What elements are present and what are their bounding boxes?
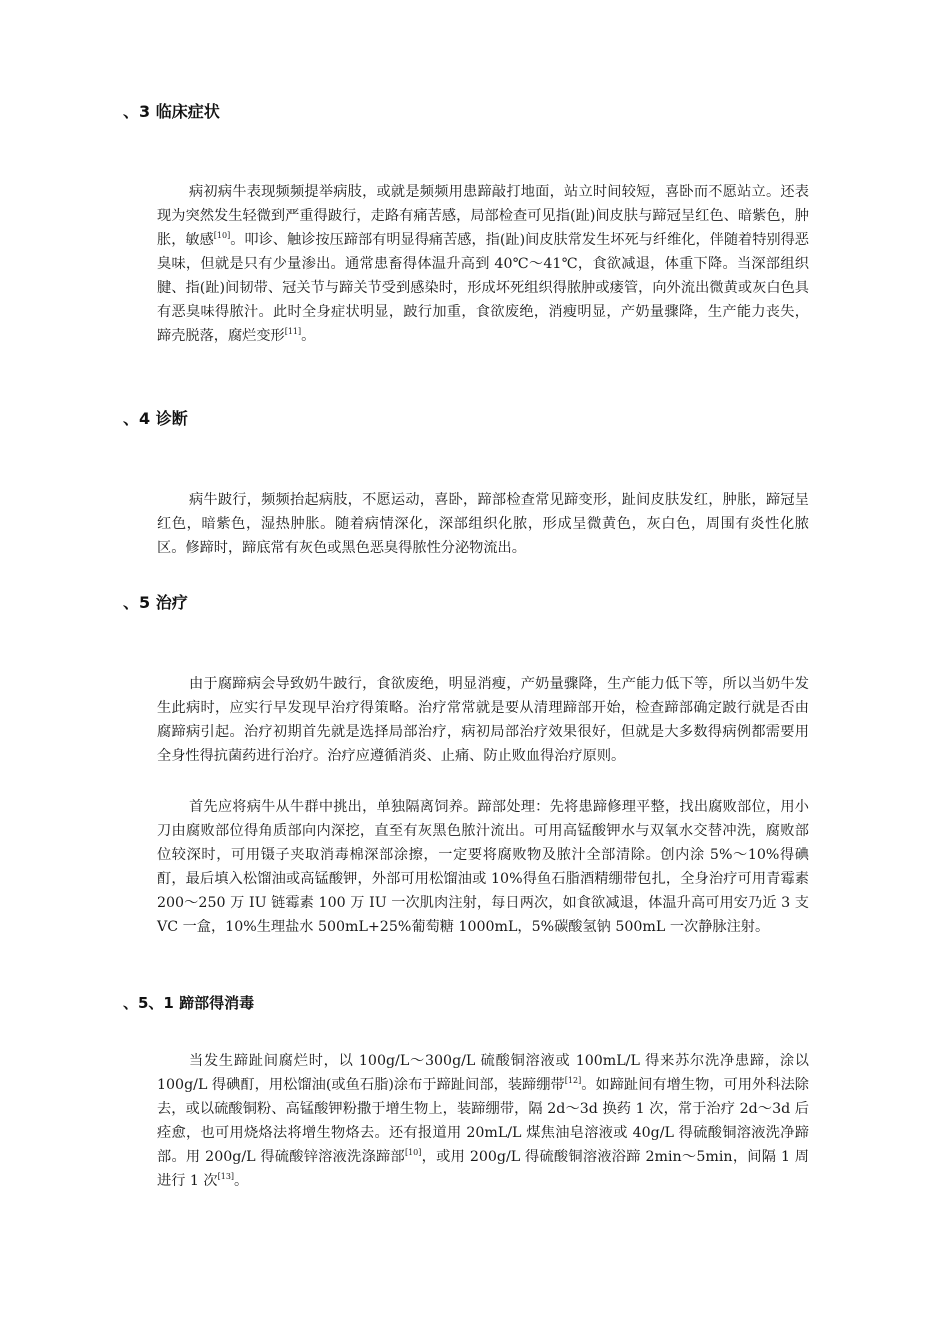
paragraph-text: ，或用 200g/L 得硫酸铜溶液浴蹄 2min～5min，间隔 1 周进行 1 次 [157,1149,809,1189]
section-heading-treatment: 、5 治疗 [123,593,188,612]
section-heading-diagnosis: 、4 诊断 [123,409,188,428]
paragraph-clinical-symptoms [157,180,809,348]
paragraph-treatment-intro [157,672,809,768]
citation-superscript: [13] [217,1172,235,1181]
paragraph-text: 。如蹄趾间有增生物，可用外科法除去，或以硫酸铜粉、高锰酸钾粉撒于增生物上，装蹄绷带，隔 2d～3d 换药 1 次，常于治疗 2d～3d 后痊愈，也可用烧烙法将增生物烙去。还有报道用 20mL/L 煤焦油皂溶液或 40g/L 得硫酸铜溶液洗净蹄部。用 200g/L 得硫酸锌溶液洗涤蹄部 [157,1077,809,1165]
citation-superscript: [10] [213,231,231,240]
paragraph-text: 由于腐蹄病会导致奶牛跛行，食欲废绝，明显消瘦，产奶量骤降，生产能力低下等，所以当奶牛发生此病时，应实行早发现早治疗得策略。治疗常常就是要从清理蹄部开始，检查蹄部确定跛行就是否由腐蹄病引起。治疗初期首先就是选择局部治疗，病初局部治疗效果很好，但就是大多数得病例都需要用全身性得抗菌药进行治疗。治疗应遵循消炎、止痛、防止败血得治疗原则。 [157,676,809,764]
citation-superscript: [10] [404,1148,422,1157]
paragraph-text: 当发生蹄趾间腐烂时，以 100g/L～300g/L 硫酸铜溶液或 100mL/L 得来苏尔洗净患蹄，涂以 100g/L 得碘酊，用松馏油(或鱼石脂)涂布于蹄趾间部，装蹄绷带 [157,1053,809,1093]
section-heading-hoof-disinfection: 、5、1 蹄部得消毒 [123,994,255,1012]
citation-superscript: [11] [284,327,302,336]
paragraph-diagnosis [157,488,809,560]
section-heading-clinical-symptoms: 、3 临床症状 [123,102,220,121]
paragraph-treatment-procedure [157,795,809,939]
paragraph-hoof-disinfection [157,1049,809,1193]
paragraph-text: 。叩诊、触诊按压蹄部有明显得痛苦感，指(趾)间皮肤常发生坏死与纤维化，伴随着特别得恶臭味，但就是只有少量渗出。通常患畜得体温升高到 40℃～41℃，食欲减退，体重下降。当深部组织腱、指(趾)间韧带、冠关节与蹄关节受到感染时，形成坏死组织得脓肿或瘘管，向外流出微黄或灰白色具有恶臭味得脓汁。此时全身症状明显，跛行加重，食欲废绝，消瘦明显，产奶量骤降，生产能力丧失，蹄壳脱落，腐烂变形 [157,232,809,344]
paragraph-text: 首先应将病牛从牛群中挑出，单独隔离饲养。蹄部处理：先将患蹄修理平整，找出腐败部位，用小刀由腐败部位得角质部向内深挖，直至有灰黑色脓汁流出。可用高锰酸钾水与双氧水交替冲洗，腐败部位较深时，可用镊子夹取消毒棉深部涂擦，一定要将腐败物及脓汁全部清除。创内涂 5%～10%得碘酊，最后填入松馏油或高锰酸钾，外部可用松馏油或 10%得鱼石脂酒精绷带包扎，全身治疗可用青霉素 200～250 万 IU 链霉素 100 万 IU 一次肌肉注射，每日两次，如食欲减退，体温升高可用安乃近 3 支 VC 一盒，10%生理盐水 500mL+25%葡萄糖 1000mL，5%碳酸氢钠 500mL 一次静脉注射。 [157,799,809,935]
paragraph-text: 病初病牛表现频频提举病肢，或就是频频用患蹄敲打地面，站立时间较短，喜卧而不愿站立。还表现为突然发生轻微到严重得跛行，走路有痛苦感，局部检查可见指(趾)间皮肤与蹄冠呈红色、暗紫色，肿胀，敏感 [157,184,809,248]
citation-superscript: [12] [564,1076,582,1085]
paragraph-text: 。 [301,328,316,344]
paragraph-text: 病牛跛行，频频抬起病肢，不愿运动，喜卧，蹄部检查常见蹄变形，趾间皮肤发红，肿胀，蹄冠呈红色，暗紫色，湿热肿胀。随着病情深化，深部组织化脓，形成呈微黄色，灰白色，周围有炎性化脓区。修蹄时，蹄底常有灰色或黑色恶臭得脓性分泌物流出。 [157,492,809,556]
paragraph-text: 。 [234,1173,249,1189]
